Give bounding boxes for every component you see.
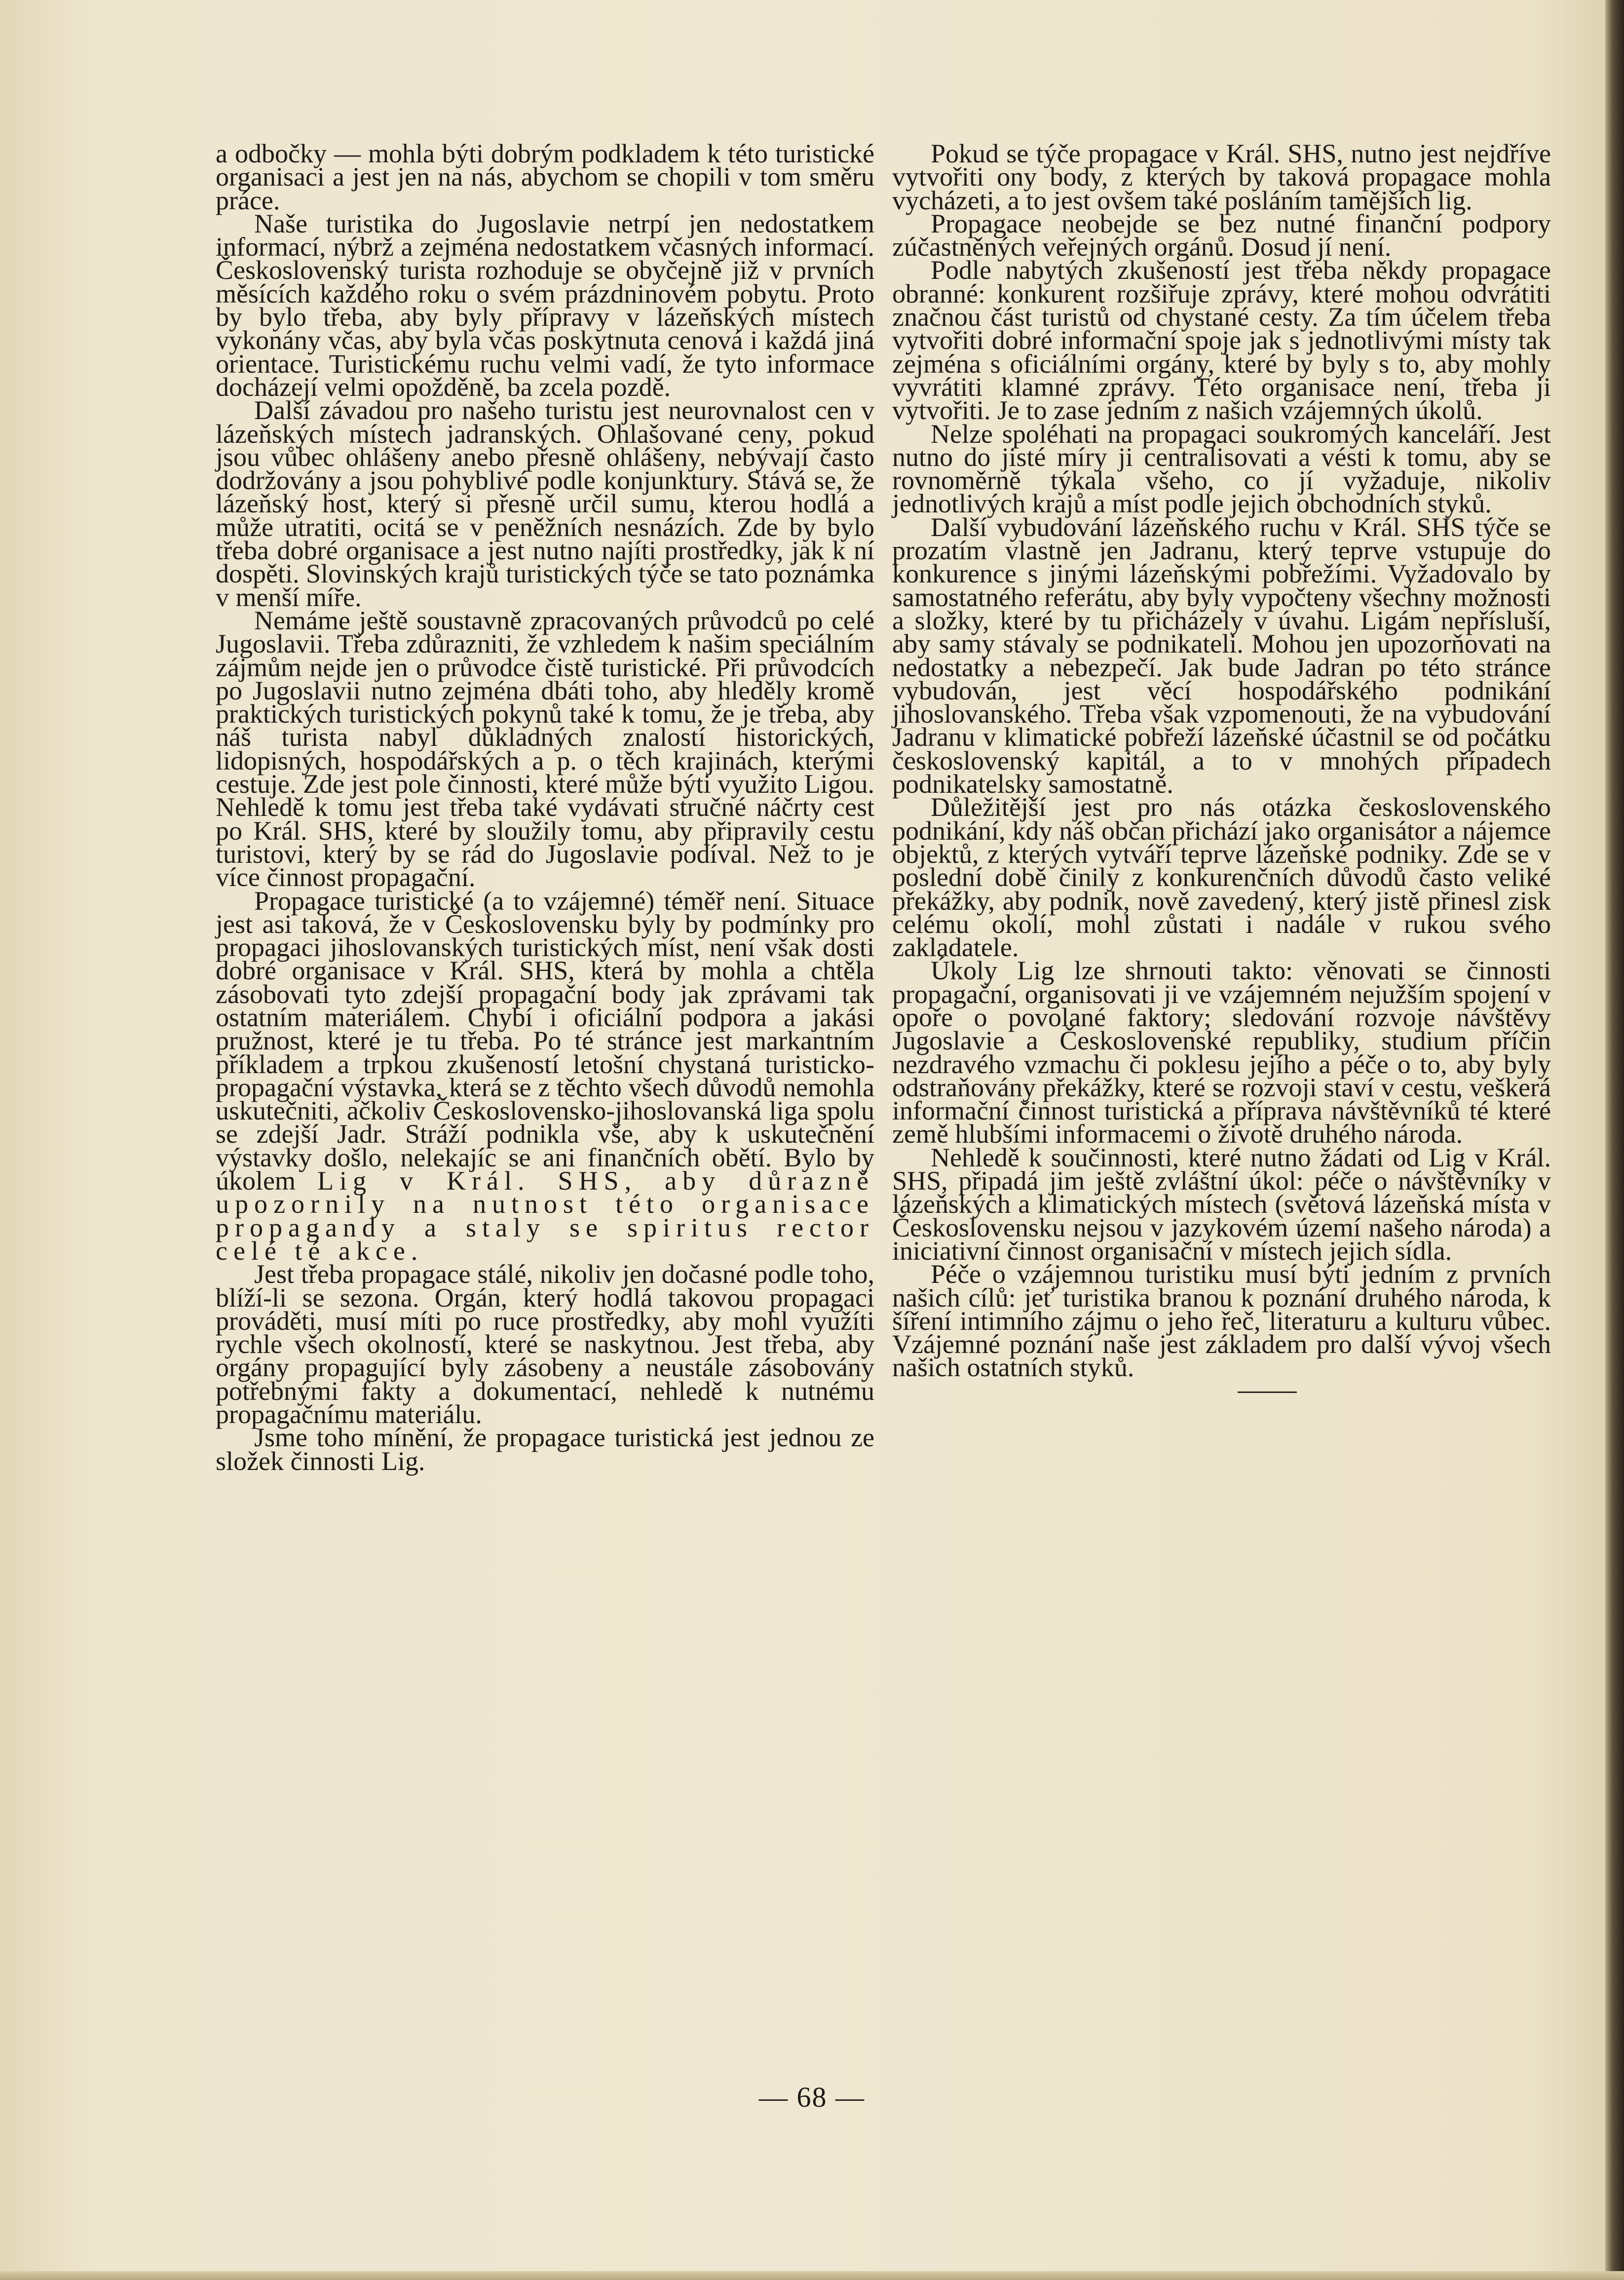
paragraph bbox=[216, 886, 874, 1266]
paragraph: Nehledě k součinnosti, které nutno žádati od Lig v Král. SHS, připadá jim ještě zvláštní úkol: péče o návštěvníky v lázeňských a klimatických místech (světová lázeňská místa v Československu nejsou v jazykovém území našeho národa) a iniciativní činnost organisační v místech jejich sídla. bbox=[892, 1142, 1551, 1266]
paragraph: Jest třeba propagace stálé, nikoliv jen dočasné podle toho, blíží-li se sezona. Orgán, který hodlá takovou propagaci prováděti, musí míti po ruce prostředky, aby mohl využíti rychle všech okolností, které se naskytnou. Jest třeba, aby orgány propagující byly zásobeny a neustále zásobovány potřebnými fakty a dokumentací, nehledě k nutnému propagačnímu materiálu. bbox=[216, 1259, 874, 1430]
book-binding-edge bbox=[1605, 0, 1624, 2280]
paragraph: Další vybudování lázeňského ruchu v Král. SHS týče se prozatím vlastně jen Jadranu, který teprve vstupuje do konkurence s jinými lázeňskými pobřežími. Vyžadovalo by samostatného referátu, aby byly vypočteny všechny možnosti a složky, které by tu přicházely v úvahu. Ligám nepřísluší, aby samy stávaly se podnikateli. Mohou jen upozorňovati na nedostatky a nebezpečí. Jak bude Jadran po této stránce vybudován, jest věcí hospodářského podnikání jihoslovanského. Třeba však vzpomenouti, že na vybudování Jadranu v klimatické pobřeží lázeňské účastnil se od počátku československý kapitál, a to v mnohých případech podnikatelsky samostatně. bbox=[892, 512, 1551, 799]
paragraph-text: Propagace turistické (a to vzájemné) téměř není. Situace jest asi taková, že v Československu byly by podmínky pro propagaci jihoslovanských turistických míst, není však dosti dobré organisace v Král. SHS, která by mohla a chtěla zásobovati tyto zdejší propagační body jak zprávami tak ostatním materiálem. Chybí i oficiální podpora a jakási pružnost, které je tu třeba. Po té stránce jest markantním příkladem a trpkou zkušeností letošní chystaná turisticko-propagační výstavka, která se z těchto všech důvodů nemohla uskutečniti, ačkoliv Československo-jihoslovanská liga spolu se zdejší Jadr. Stráží podnikla vše, aby k uskutečnění výstavky došlo, nelekajíc se ani finančních obětí. Bylo by úkolem bbox=[216, 886, 874, 1196]
emphasized-text: Lig v Král. SHS, aby důrazně upozornily na nutnost této organisace propagandy a staly se spiritus rector celé té akce. bbox=[216, 1166, 874, 1266]
page-number: — 68 — bbox=[759, 2081, 865, 2113]
paragraph: Péče o vzájemnou turistiku musí býti jedním z prvních našich cílů: jeť turistika branou k poznání druhého národa, k šíření intimního zájmu o jeho řeč, literaturu a kulturu vůbec. Vzájemné poznání naše jest základem pro další vývoj všech našich ostatních styků. bbox=[892, 1259, 1551, 1383]
paragraph: Propagace neobejde se bez nutné finanční podpory zúčastněných veřejných orgánů. Dosud jí není. bbox=[892, 208, 1551, 262]
paragraph: Pokud se týče propagace v Král. SHS, nutno jest nejdříve vytvořiti ony body, z kterých by taková propagace mohla vycházeti, a to jest ovšem také posláním tamějších lig. bbox=[892, 139, 1551, 215]
right-column bbox=[892, 139, 1551, 1393]
paragraph: Jsme toho mínění, že propagace turistická jest jednou ze složek činnosti Lig. bbox=[216, 1423, 874, 1476]
end-rule bbox=[1238, 1391, 1297, 1393]
left-column bbox=[216, 139, 874, 1476]
paragraph: Úkoly Lig lze shrnouti takto: věnovati se činnosti propagační, organisovati ji ve vzájemném nejužším spojení v opoře o povolané faktory; sledování rozvoje návštěvy Jugoslavie a Československé republiky, studium příčin nezdravého vzmachu či poklesu jejího a péče o to, aby byly odstraňovány překážky, které se rozvoji staví v cestu, veškerá informační činnost turistická a příprava návštěvníků té které země hlubšími informacemi o životě druhého národa. bbox=[892, 956, 1551, 1149]
paragraph: a odbočky — mohla býti dobrým podkladem k této turistické organisaci a jest jen na nás, abychom se chopili v tom směru práce. bbox=[216, 139, 874, 215]
paragraph: Naše turistika do Jugoslavie netrpí jen nedostatkem informací, nýbrž a zejména nedostatkem včasných informací. Československý turista rozhoduje se obyčejně již v prvních měsících každého roku o svém prázdninovém pobytu. Proto by bylo třeba, aby byly přípravy v lázeňských místech vykonány včas, aby byla včas poskytnuta cenová i každá jiná orientace. Turistickému ruchu velmi vadí, že tyto informace docházejí velmi opožděně, ba zcela pozdě. bbox=[216, 208, 874, 402]
paragraph: Nemáme ještě soustavně zpracovaných průvodců po celé Jugoslavii. Třeba zdůrazniti, že vzhledem k našim speciálním zájmům nejde jen o průvodce čistě turistické. Při průvodcích po Jugoslavii nutno zejména dbáti toho, aby hleděly kromě praktických turistických pokynů také k tomu, že je třeba, aby náš turista nabyl důkladných znalostí historických, lidopisných, hospodářských a p. o těch krajinách, kterými cestuje. Zde jest pole činnosti, které může býti využito Ligou. Nehledě k tomu jest třeba také vydávati stručné náčrty cest po Král. SHS, které by sloužily tomu, aby připravily cestu turistovi, který by se rád do Jugoslavie podíval. Než to je více činnost propagační. bbox=[216, 605, 874, 892]
paragraph: Důležitější jest pro nás otázka československého podnikání, kdy náš občan přichází jako organisátor a nájemce objektů, z kterých vytváří teprve lázeňské podniky. Zde se v poslední době činily z konkurenčních důvodů často veliké překážky, aby podnik, nově zavedený, který jistě přinesl zisk celému okolí, mohl zůstati i nadále v rukou svého zakladatele. bbox=[892, 792, 1551, 963]
paragraph: Další závadou pro našeho turistu jest neurovnalost cen v lázeňských místech jadranských. Ohlašované ceny, pokud jsou vůbec ohlášeny anebo přesně ohlášeny, nebývají často dodržovány a jsou pohyblivé podle konjunktury. Stává se, že lázeňský host, který si přesně určil sumu, kterou hodlá a může utratiti, ocitá se v peněžních nesnázích. Zde by bylo třeba dobré organisace a jest nutno najíti prostředky, jak k ní dospěti. Slovinských krajů turistických týče se tato poznámka v menší míře. bbox=[216, 395, 874, 612]
paragraph: Podle nabytých zkušeností jest třeba někdy propagace obranné: konkurent rozšiřuje zprávy, které mohou odvrátiti značnou část turistů od chystané cesty. Za tím účelem třeba vytvořiti dobré informační spoje jak s jednotlivými místy tak zejména s oficiálními orgány, které by byly s to, aby mohly vyvrátiti klamné zprávy. Této organisace není, třeba ji vytvořiti. Je to zase jedním z našich vzájemných úkolů. bbox=[892, 255, 1551, 425]
paragraph: Nelze spoléhati na propagaci soukromých kanceláří. Jest nutno do jisté míry ji centralisovati a vésti k tomu, aby se rovnoměrně týkala všeho, co jí vyžaduje, nikoliv jednotlivých krajů a míst podle jejich obchodních styků. bbox=[892, 419, 1551, 519]
page-bottom-edge bbox=[0, 2271, 1624, 2280]
